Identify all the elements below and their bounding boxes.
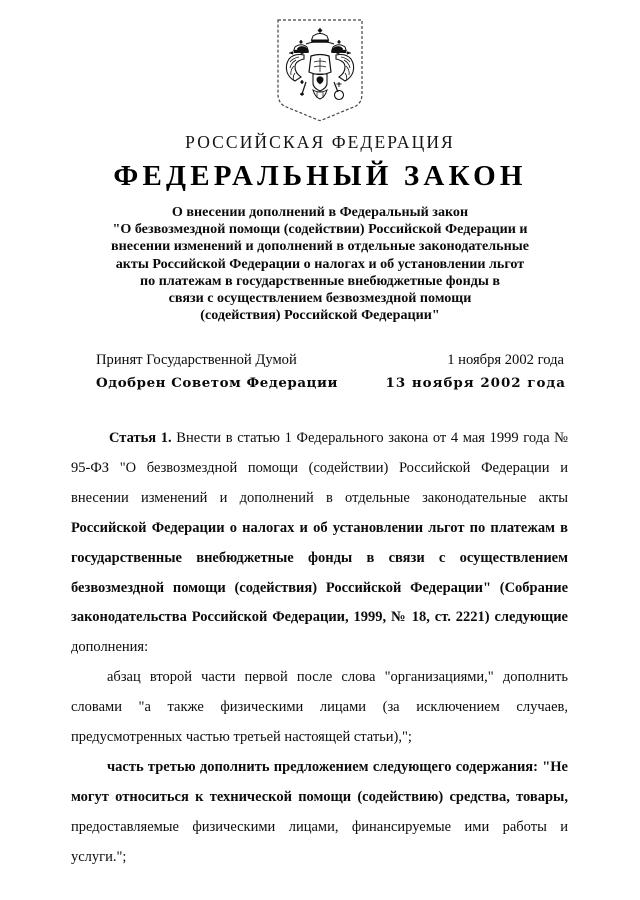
- adoption-duma-label: Принят Государственной Думой: [96, 352, 297, 368]
- article-marker: Статья 1.: [109, 430, 172, 446]
- adoption-row-duma: [96, 352, 566, 369]
- law-subtitle-line: внесении изменений и дополнений в отдельные законодательные: [111, 238, 529, 255]
- amendment-paragraph-3-part-2: предоставляемые физическими лицами, финансируемые ими работы и услуги.";: [71, 818, 568, 865]
- adoption-council-label: Одобрен Советом Федерации: [96, 375, 338, 391]
- coat-of-arms-icon: [266, 16, 374, 122]
- law-subtitle-line: по платежам в государственные внебюджетные фонды в: [140, 272, 500, 289]
- law-subtitle-line: "О безвозмездной помощи (содействии) Российской Федерации и: [112, 221, 528, 238]
- document-body: [71, 424, 568, 873]
- amendment-paragraph-3-part-1: часть третью дополнить предложением следующего содержания: "Не могут относиться к технической помощи (содействию) средства, товары,: [71, 758, 568, 805]
- adoption-council-date: 13 ноября 2002 года: [385, 375, 566, 391]
- law-subtitle-line: О внесении дополнений в Федеральный закон: [171, 204, 469, 220]
- adoption-row-council: [96, 375, 566, 391]
- page-title: ФЕДЕРАЛЬНЫЙ ЗАКОН: [113, 160, 527, 192]
- amendment-paragraph-2: абзац второй части первой после слова "организациями," дополнить словами "а также физическими лицами (за исключением случаев, предусмотренных частью третьей настоящей статьи),";: [71, 669, 568, 746]
- law-subtitle-line: связи с осуществлением безвозмездной помощи: [168, 290, 472, 307]
- article-1-text-part-1: Внести в статью 1 Федерального закона от 4 мая 1999 года № 95-ФЗ "О безвозмездной помощи (содействии) Российской Федерации и внесении изменений и дополнений в отдельные законодательные акты: [71, 430, 568, 506]
- amendment-paragraph-3: [71, 753, 568, 873]
- article-1-paragraph: [71, 424, 568, 663]
- article-1-text-part-4: дополнения:: [71, 639, 149, 656]
- law-subtitle-line: (содействия) Российской Федерации": [200, 307, 440, 324]
- article-1-text-part-2: Российской Федерации о налогах и об установлении льгот по платежам в государственные внебюджетные фонды в связи с осуществлением безвозмездной помощи (содействия) Российской Федерации" (Собрание: [71, 519, 568, 596]
- country-heading: РОССИЙСКАЯ ФЕДЕРАЦИЯ: [185, 132, 455, 152]
- adoption-block: [96, 352, 566, 391]
- coat-of-arms-container: [0, 16, 640, 122]
- article-1-text-part-3: законодательства Российской Федерации, 1999, № 18, ст. 2221) следующие: [71, 609, 568, 626]
- law-subtitle: [50, 204, 590, 324]
- law-subtitle-line: акты Российской Федерации о налогах и об установлении льгот: [115, 255, 525, 272]
- adoption-duma-date: 1 ноября 2002 года: [447, 352, 564, 368]
